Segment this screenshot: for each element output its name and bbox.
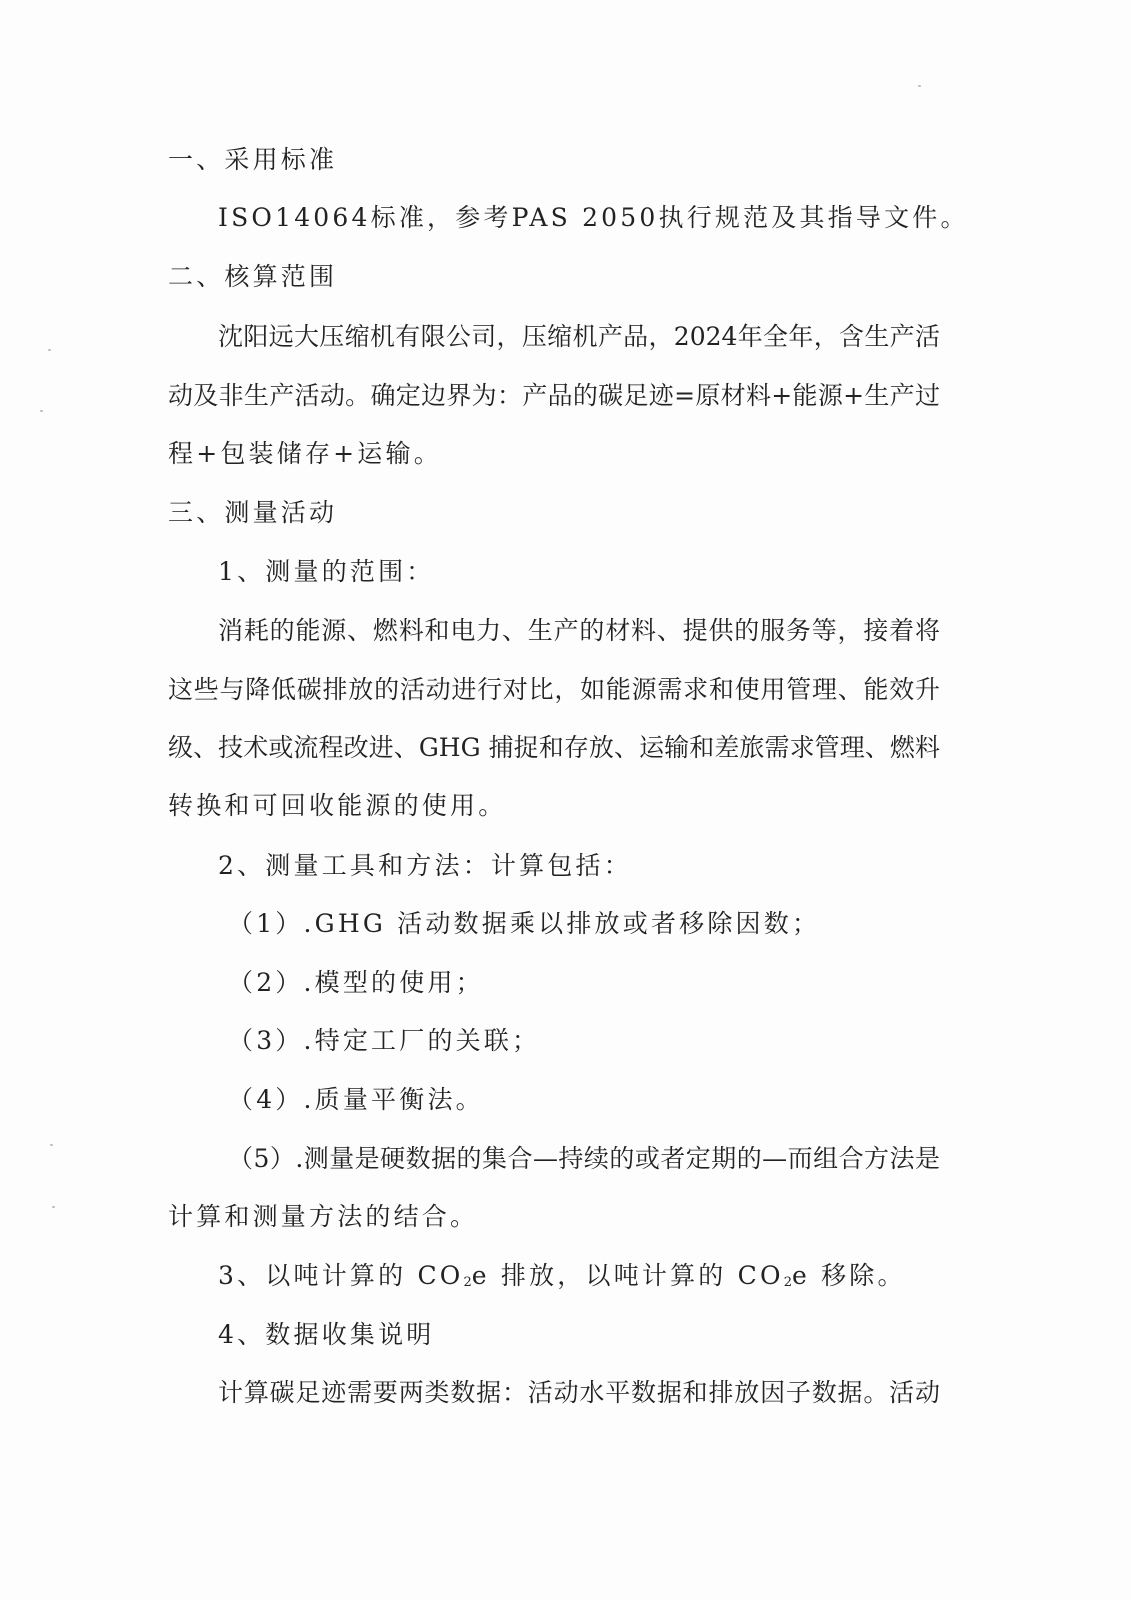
item-3-text-part-3: e 移除。 [791, 1261, 906, 1290]
measurement-scope-line-4: 转换和可回收能源的使用。 [168, 791, 507, 820]
section-heading-measurement: 三、测量活动 [168, 498, 338, 527]
method-4: （4）.质量平衡法。 [228, 1085, 484, 1114]
item-3-text-part-1: 3、以吨计算的 CO [218, 1261, 464, 1290]
data-collection-line-1: 计算碳足迹需要两类数据：活动水平数据和排放因子数据。活动 [218, 1378, 940, 1407]
measurement-item-4-heading: 4、数据收集说明 [218, 1320, 435, 1349]
method-2: （2）.模型的使用； [228, 968, 484, 997]
scan-speck [52, 1206, 55, 1208]
method-5-line-1: （5）.测量是硬数据的集合—持续的或者定期的—而组合方法是 [228, 1144, 940, 1173]
measurement-item-2-heading: 2、测量工具和方法：计算包括： [218, 851, 632, 880]
measurement-item-3 [218, 1259, 906, 1300]
method-5-line-2: 计算和测量方法的结合。 [168, 1202, 479, 1231]
scope-paragraph-line-2: 动及非生产活动。确定边界为：产品的碳足迹=原材料+能源+生产过 [168, 381, 940, 410]
item-3-text-part-2: e 排放，以吨计算的 CO [471, 1261, 784, 1290]
scan-speck [40, 410, 43, 412]
standards-paragraph: ISO14064标准，参考PAS 2050执行规范及其指导文件。 [218, 203, 969, 232]
section-heading-scope: 二、核算范围 [168, 262, 338, 291]
co2-subscript-2: 2 [783, 1275, 792, 1290]
measurement-item-1-heading: 1、测量的范围： [218, 557, 435, 586]
scope-paragraph-line-1: 沈阳远大压缩机有限公司，压缩机产品，2024年全年，含生产活 [218, 322, 940, 351]
measurement-scope-line-1: 消耗的能源、燃料和电力、生产的材料、提供的服务等，接着将 [218, 616, 940, 645]
scan-speck [50, 1144, 53, 1146]
co2-subscript-1: 2 [463, 1275, 472, 1290]
measurement-scope-line-2: 这些与降低碳排放的活动进行对比，如能源需求和使用管理、能效升 [168, 675, 940, 704]
scan-speck [48, 349, 51, 351]
measurement-scope-line-3: 级、技术或流程改进、GHG 捕捉和存放、运输和差旅需求管理、燃料 [168, 733, 940, 762]
method-1: （1）.GHG 活动数据乘以排放或者移除因数； [228, 909, 821, 938]
scope-paragraph-line-3: 程+包装储存+运输。 [168, 439, 442, 468]
scan-speck [918, 85, 921, 87]
method-3: （3）.特定工厂的关联； [228, 1026, 541, 1055]
section-heading-standards: 一、采用标准 [168, 145, 338, 174]
